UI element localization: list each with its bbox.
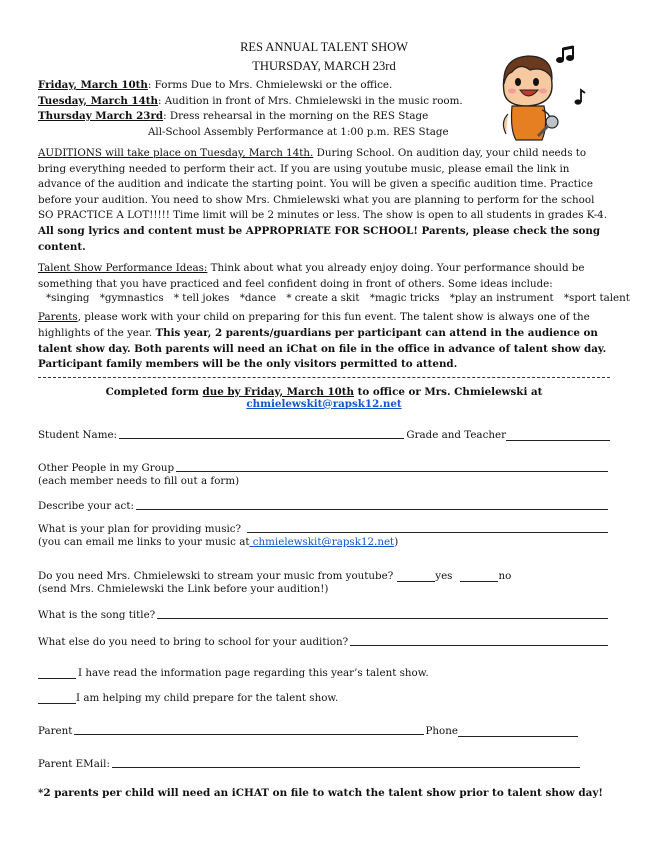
ideas-paragraph: Talent Show Performance Ideas: Think about what you already enjoy doing. Your performance should be something that you have practiced and feel confident doing in front of others. Some ideas include: [38, 262, 585, 290]
form-instructions: Completed form due by Friday, March 10th to office or Mrs. Chmielewski at chmielewskit@rapsk12.net [105, 385, 543, 410]
parent-email-row: Parent EMail: [38, 755, 582, 770]
schedule-item: Tuesday, March 14th: Audition in front of Mrs. Chmielewski in the music room. [38, 94, 463, 107]
idea-item: *singing [46, 292, 90, 305]
parent-email-field[interactable] [112, 755, 580, 768]
youtube-yes-field[interactable] [397, 569, 435, 582]
describe-field[interactable] [136, 497, 608, 510]
parent-row: Parent Phone [38, 722, 578, 737]
schedule-extra: All-School Assembly Performance at 1:00 p.m. RES Stage [148, 125, 449, 138]
page-title: RES ANNUAL TALENT SHOW [240, 40, 408, 54]
idea-item: *gymnastics [99, 292, 164, 305]
ideas-list [38, 292, 630, 305]
show-date: THURSDAY, MARCH 23rd [252, 59, 396, 73]
cut-line [38, 377, 610, 378]
phone-field[interactable] [458, 724, 578, 737]
other-people-field[interactable] [176, 459, 608, 472]
other-people-row: Other People in my Group [38, 459, 610, 474]
music-email-link[interactable]: chmielewskit@rapsk12.net [249, 536, 395, 549]
music-note-icon [556, 47, 574, 63]
ack-help-field[interactable] [38, 691, 76, 704]
song-title-field[interactable] [157, 606, 608, 619]
auditions-paragraph: AUDITIONS will take place on Tuesday, March 14th. During School. On audition day, your child needs to bring everything needed to perform their act. If you are using youtube music, please email the link in advance of the audition and indicate the starting point. You will be given a specific audition time. Practice before your audition. You need to show Mrs. Chmielewski what you are planning to perform for the school SO PRACTICE A LOT!!!!! Time limit will be 2 minutes or less. The show is open to all students in grades K-4. All song lyrics and content must be APPROPRIATE FOR SCHOOL! Parents, please check the song content. [38, 147, 608, 253]
idea-item: *sport talent [563, 292, 630, 305]
song-title-row: What is the song title? [38, 606, 610, 621]
parents-paragraph: Parents, please work with your child on preparing for this fun event. The talent show is always one of the highlights of the year. This year, 2 parents/guardians per participant can attend in the audience on talent show day. Both parents will need an iChat on file in the office in advance of talent show day. Participant family members will be the only visitors permitted to attend. [38, 311, 607, 371]
idea-item: * create a skit [286, 292, 360, 305]
student-name-field[interactable] [119, 426, 404, 439]
music-note-icon [575, 90, 586, 105]
email-link[interactable]: chmielewskit@rapsk12.net [246, 397, 402, 410]
parent-name-field[interactable] [74, 722, 423, 735]
schedule-item: Thursday March 23rd: Dress rehearsal in the morning on the RES Stage [38, 110, 429, 122]
youtube-no-field[interactable] [460, 569, 498, 582]
youtube-row: Do you need Mrs. Chmielewski to stream your music from youtube? yes no [38, 569, 512, 582]
idea-item: *magic tricks [369, 292, 440, 305]
bring-row: What else do you need to bring to school for your audition? [38, 633, 610, 648]
idea-item: *play an instrument [449, 292, 554, 305]
describe-row: Describe your act: [38, 497, 610, 512]
music-note: (you can email me links to your music at chmielewskit@rapsk12.net) [38, 536, 399, 549]
footer-note: *2 parents per child will need an iCHAT on file to watch the talent show prior to talent show day! [38, 786, 603, 799]
idea-item: * tell jokes [173, 292, 230, 305]
singing-kid-illustration [490, 44, 602, 144]
music-plan-field[interactable] [247, 520, 608, 533]
other-people-note: (each member needs to fill out a form) [38, 474, 240, 487]
idea-item: *dance [239, 292, 277, 305]
ack-help-row: I am helping my child prepare for the talent show. [38, 691, 610, 704]
child-singing-icon [503, 56, 558, 140]
grade-teacher-field[interactable] [506, 428, 610, 441]
ack-read-field[interactable] [38, 666, 76, 679]
student-name-row: Student Name: Grade and Teacher [38, 426, 610, 441]
bring-field[interactable] [350, 633, 608, 646]
youtube-note: (send Mrs. Chmielewski the Link before your audition!) [38, 582, 329, 595]
schedule-item: Friday, March 10th: Forms Due to Mrs. Chmielewski or the office. [38, 79, 393, 91]
ack-read-row: I have read the information page regarding this year’s talent show. [38, 666, 610, 679]
music-plan-row: What is your plan for providing music? [38, 520, 610, 535]
talent-show-form [38, 38, 630, 801]
